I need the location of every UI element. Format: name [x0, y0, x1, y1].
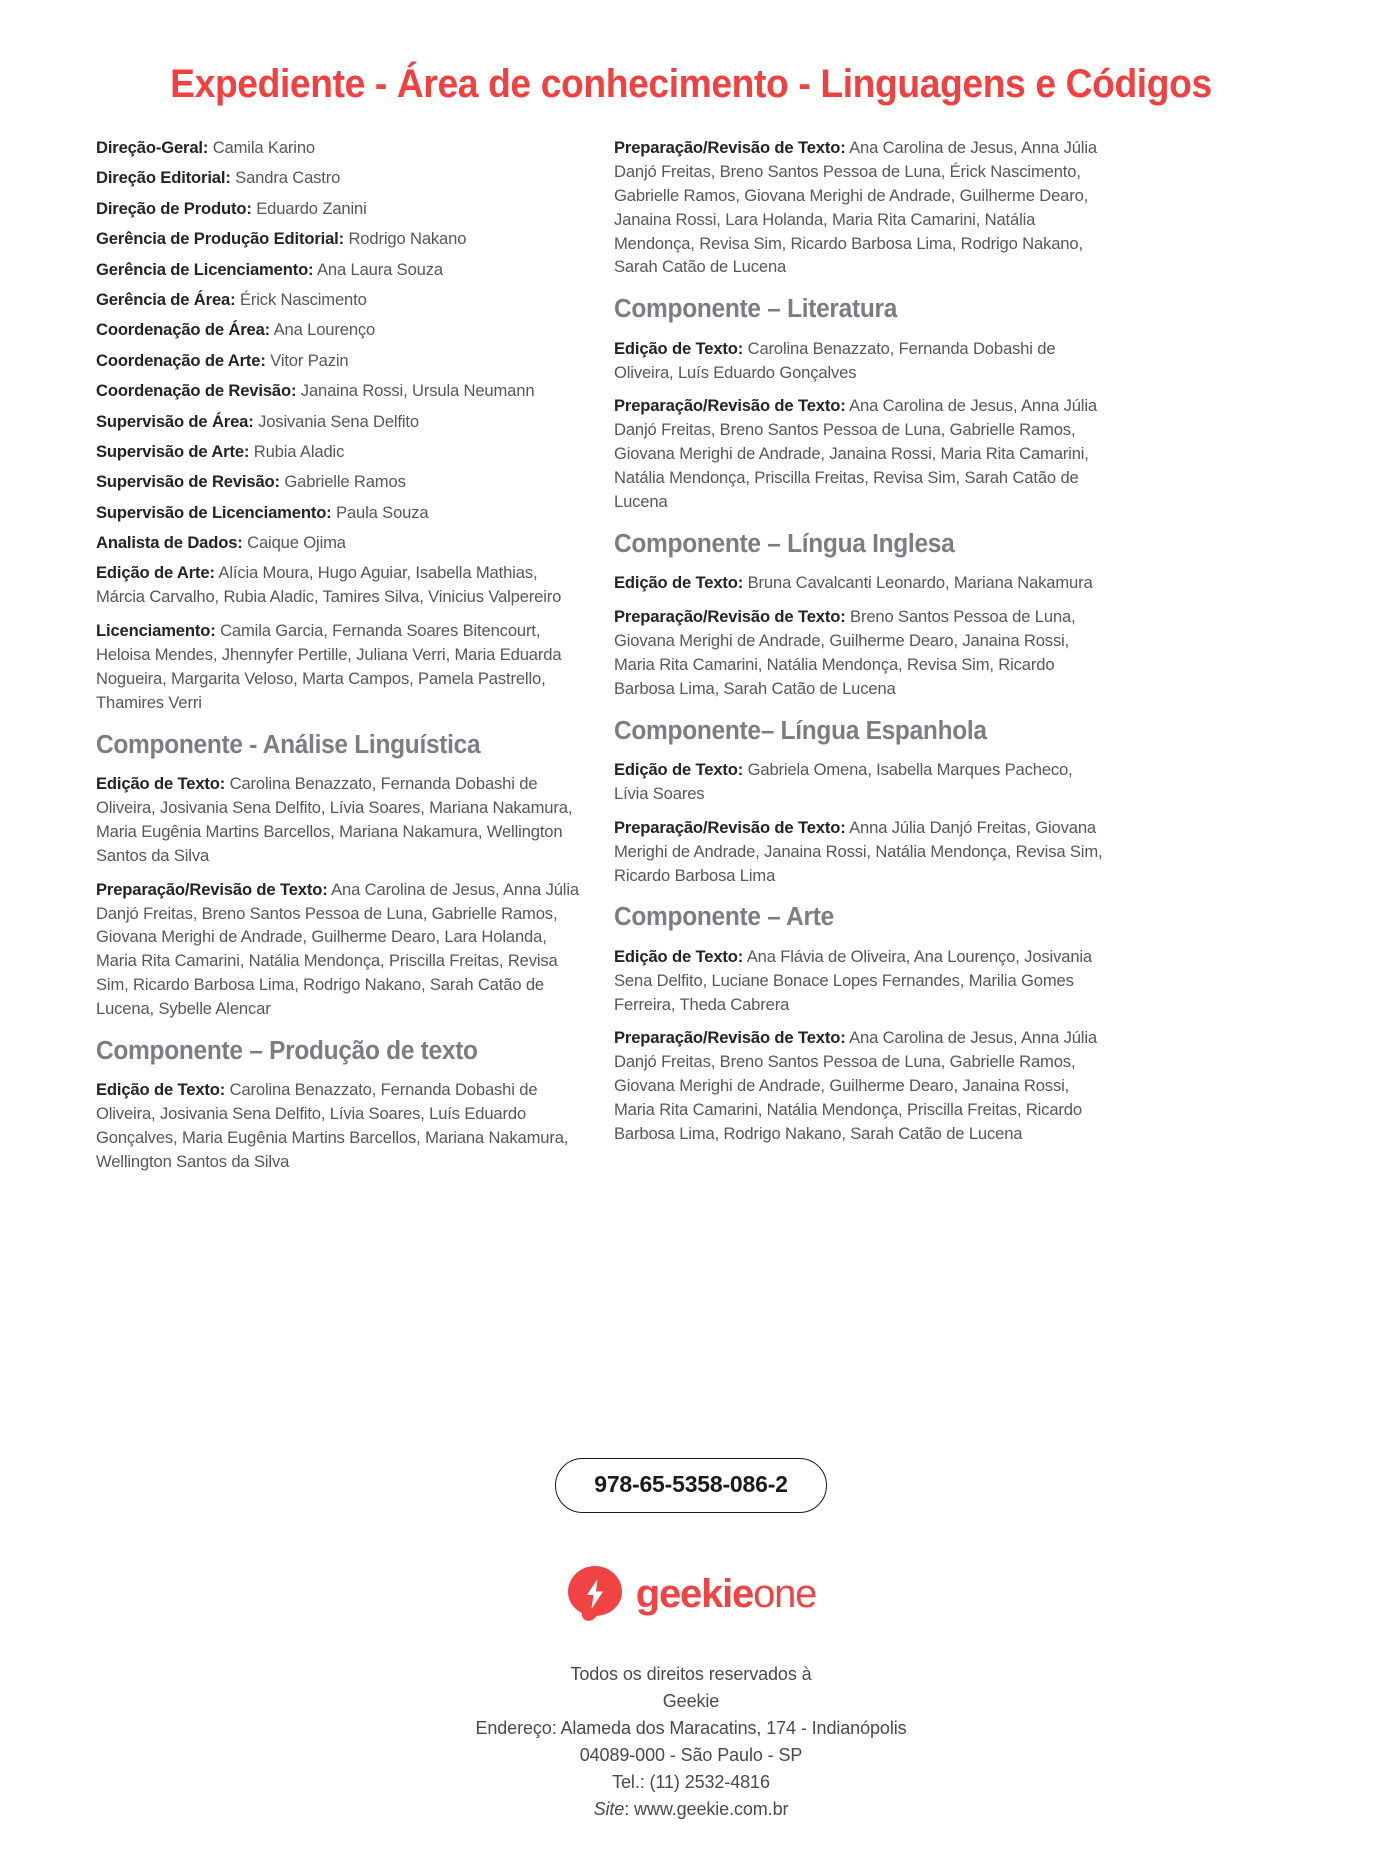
credit-names: Eduardo Zanini	[251, 198, 367, 218]
credit-names: Breno Santos Pessoa de Luna, Giovana Merighi de Andrade, Guilherme Dearo, Janaina Rossi, Maria Rita Camarini, Natália Mendonça, Revisa Sim, Ricardo Barbosa Lima, Sarah Catão de Lucena	[614, 607, 1076, 698]
credit-line	[96, 561, 588, 609]
credit-names: Rodrigo Nakano	[344, 229, 467, 249]
credit-names: Camila Karino	[208, 138, 315, 157]
credit-role: Coordenação de Revisão:	[96, 381, 297, 401]
credit-line	[96, 772, 588, 868]
credit-names: Bruna Cavalcanti Leonardo, Mariana Nakamura	[743, 573, 1093, 593]
credit-line	[96, 440, 588, 464]
component-heading: Componente– Língua Espanhola	[614, 716, 987, 745]
credit-names: Ana Carolina de Jesus, Anna Júlia Danjó Freitas, Breno Santos Pessoa de Luna, Gabrielle Ramos, Giovana Merighi de Andrade, Janaina Rossi, Maria Rita Camarini, Natália Mendonça, Priscilla Freitas, Revisa Sim, Sarah Catão de Lucena	[614, 396, 1097, 511]
lightning-bolt-icon	[566, 1565, 624, 1623]
site-line	[0, 1796, 1382, 1823]
credit-names: Ana Laura Souza	[313, 259, 443, 279]
credit-role: Edição de Texto:	[614, 338, 744, 358]
credit-role: Coordenação de Arte:	[96, 350, 266, 370]
credit-role: Analista de Dados:	[96, 533, 243, 553]
credit-names: Janaina Rossi, Ursula Neumann	[296, 381, 535, 401]
credit-line	[96, 1078, 588, 1174]
credit-names: Ana Carolina de Jesus, Anna Júlia Danjó Freitas, Breno Santos Pessoa de Luna, Érick Nascimento, Gabrielle Ramos, Giovana Merighi de Andrade, Guilherme Dearo, Janaina Rossi, Lara Holanda, Maria Rita Camarini, Natália Mendonça, Revisa Sim, Ricardo Barbosa Lima, Rodrigo Nakano, Sarah Catão de Lucena	[614, 138, 1097, 277]
credit-line	[96, 878, 588, 1021]
credit-role: Edição de Texto:	[614, 759, 744, 779]
credit-role: Direção-Geral:	[96, 138, 209, 157]
credit-line	[96, 470, 588, 494]
credit-role: Edição de Texto:	[96, 1080, 226, 1100]
credit-line	[614, 605, 1106, 701]
geekie-logo-text	[636, 1574, 816, 1614]
component-heading: Componente – Literatura	[614, 295, 898, 324]
component-heading: Componente – Língua Inglesa	[614, 529, 955, 558]
credit-names: Alícia Moura, Hugo Aguiar, Isabella Mathias, Márcia Carvalho, Rubia Aladic, Tamires Silva, Vinicius Valpereiro	[96, 563, 562, 607]
credit-line	[614, 571, 1106, 595]
geekie-logo-mark	[566, 1565, 624, 1623]
credit-names: Paula Souza	[331, 502, 429, 522]
credit-role: Gerência de Licenciamento:	[96, 259, 314, 279]
credit-role: Preparação/Revisão de Texto:	[614, 138, 846, 157]
component-heading: Componente – Produção de texto	[96, 1037, 478, 1066]
site-label: Site	[593, 1799, 625, 1819]
credit-role: Edição de Texto:	[614, 946, 744, 966]
component-heading: Componente - Análise Linguística	[96, 730, 481, 759]
credit-role: Edição de Arte:	[96, 563, 215, 583]
isbn-badge: 978-65-5358-086-2	[555, 1458, 827, 1513]
credit-line	[614, 1026, 1106, 1145]
credit-line	[96, 619, 588, 715]
credit-names: Ana Carolina de Jesus, Anna Júlia Danjó Freitas, Breno Santos Pessoa de Luna, Gabrielle Ramos, Giovana Merighi de Andrade, Guilherme Dearo, Janaina Rossi, Maria Rita Camarini, Natália Mendonça, Priscilla Freitas, Ricardo Barbosa Lima, Rodrigo Nakano, Sarah Catão de Lucena	[614, 1028, 1097, 1143]
credit-role: Preparação/Revisão de Texto:	[614, 1028, 846, 1048]
isbn-wrapper	[0, 1458, 1382, 1513]
credit-line	[96, 136, 588, 160]
credit-role: Preparação/Revisão de Texto:	[614, 607, 846, 627]
credit-line	[96, 410, 588, 434]
address-line: 04089-000 - São Paulo - SP	[579, 1745, 803, 1765]
credit-line	[96, 318, 588, 342]
geekie-one-logo	[0, 1565, 1382, 1623]
credit-line	[614, 816, 1106, 888]
credit-line	[96, 379, 588, 403]
credit-names: Josivania Sena Delfito	[253, 411, 419, 431]
credit-role: Supervisão de Arte:	[96, 441, 250, 461]
address-line: Endereço: Alameda dos Maracatins, 174 - Indianópolis	[475, 1718, 907, 1738]
credit-line	[96, 166, 588, 190]
page-footer	[0, 1458, 1382, 1853]
credit-names: Carolina Benazzato, Fernanda Dobashi de Oliveira, Josivania Sena Delfito, Lívia Soares, Luís Eduardo Gonçalves, Maria Eugênia Martins Barcellos, Mariana Nakamura, Wellington Santos da Silva	[96, 1080, 569, 1172]
credit-names: Sandra Castro	[230, 168, 341, 188]
credit-line	[614, 136, 1106, 279]
credit-role: Supervisão de Revisão:	[96, 472, 280, 492]
credit-line	[614, 758, 1106, 806]
credit-role: Edição de Texto:	[96, 774, 226, 794]
site-value: : www.geekie.com.br	[624, 1799, 789, 1819]
credit-role: Gerência de Produção Editorial:	[96, 229, 345, 249]
credit-line	[96, 258, 588, 282]
credit-role: Direção de Produto:	[96, 198, 252, 218]
left-sections	[96, 731, 588, 1174]
credit-names: Caique Ojima	[242, 533, 346, 553]
credit-names: Carolina Benazzato, Fernanda Dobashi de Oliveira, Luís Eduardo Gonçalves	[614, 338, 1056, 382]
credit-line	[96, 501, 588, 525]
credit-names: Ana Carolina de Jesus, Anna Júlia Danjó Freitas, Breno Santos Pessoa de Luna, Gabrielle Ramos, Giovana Merighi de Andrade, Guilherme Dearo, Lara Holanda, Maria Rita Camarini, Natália Mendonça, Priscilla Freitas, Revisa Sim, Ricardo Barbosa Lima, Rodrigo Nakano, Sarah Catão de Lucena, Sybelle Alencar	[96, 879, 579, 1019]
credit-line	[96, 288, 588, 312]
logo-word-geekie: geekie	[635, 1572, 754, 1616]
credit-role: Supervisão de Área:	[96, 411, 254, 431]
credit-line	[614, 394, 1106, 513]
credit-names: Ana Lourenço	[270, 320, 376, 340]
credit-line	[614, 337, 1106, 385]
credit-role: Gerência de Área:	[96, 289, 236, 309]
logo-word-one: one	[753, 1572, 817, 1616]
right-credits-list	[614, 136, 1106, 279]
page-title: Expediente - Área de conhecimento - Linguagens e Códigos	[170, 62, 1212, 106]
credit-names: Érick Nascimento	[235, 289, 367, 309]
credit-names: Gabrielle Ramos	[279, 472, 406, 492]
credit-role: Supervisão de Licenciamento:	[96, 502, 332, 522]
credit-line	[614, 945, 1106, 1017]
credit-names: Gabriela Omena, Isabella Marques Pacheco, Lívia Soares	[614, 759, 1073, 803]
address-line: Todos os direitos reservados à	[570, 1664, 812, 1684]
right-sections	[614, 295, 1106, 1146]
footer-address	[0, 1661, 1382, 1823]
credit-names: Anna Júlia Danjó Freitas, Giovana Merighi de Andrade, Janaina Rossi, Natália Mendonça, Revisa Sim, Ricardo Barbosa Lima	[614, 817, 1103, 885]
credit-role: Preparação/Revisão de Texto:	[614, 396, 846, 416]
credit-line	[96, 197, 588, 221]
address-line: Geekie	[662, 1691, 720, 1711]
left-credits-list	[96, 136, 588, 715]
credit-line	[96, 349, 588, 373]
credit-names: Ana Flávia de Oliveira, Ana Lourenço, Josivania Sena Delfito, Luciane Bonace Lopes Fernandes, Marilia Gomes Ferreira, Theda Cabrera	[614, 946, 1093, 1014]
credit-role: Coordenação de Área:	[96, 320, 271, 340]
right-column	[614, 136, 1106, 1156]
credit-role: Preparação/Revisão de Texto:	[96, 879, 328, 899]
address-line: Tel.: (11) 2532-4816	[612, 1772, 770, 1792]
left-column	[96, 136, 588, 1184]
credit-role: Licenciamento:	[96, 621, 216, 641]
credit-names: Vitor Pazin	[265, 350, 349, 370]
credit-names: Rubia Aladic	[249, 441, 345, 461]
credit-names: Carolina Benazzato, Fernanda Dobashi de Oliveira, Josivania Sena Delfito, Lívia Soares, Mariana Nakamura, Maria Eugênia Martins Barcellos, Mariana Nakamura, Wellington Santos da Silva	[96, 774, 573, 865]
credit-role: Direção Editorial:	[96, 168, 231, 188]
credits-columns	[0, 106, 1382, 1184]
credit-role: Edição de Texto:	[614, 573, 744, 593]
component-heading: Componente – Arte	[614, 903, 834, 932]
credit-line	[96, 227, 588, 251]
credit-role: Preparação/Revisão de Texto:	[614, 817, 846, 837]
credit-names: Camila Garcia, Fernanda Soares Bitencourt, Heloisa Mendes, Jhennyfer Pertille, Juliana Verri, Maria Eduarda Nogueira, Margarita Veloso, Marta Campos, Pamela Pastrello, Thamires Verri	[96, 621, 562, 712]
credit-line	[96, 531, 588, 555]
